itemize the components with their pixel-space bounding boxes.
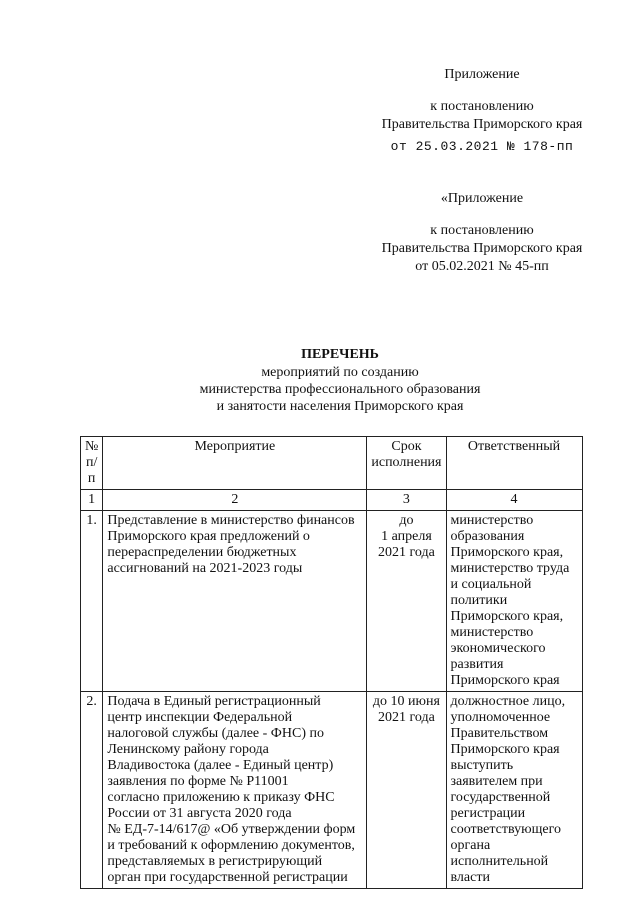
to-decree-text: к постановлению	[430, 99, 534, 114]
row-deadline: до 1 апреля 2021 года	[367, 511, 446, 692]
column-number: 2	[103, 490, 367, 511]
government-name: Правительства Приморского края	[381, 117, 583, 132]
quoted-government-name: Правительства Приморского края	[381, 241, 583, 256]
quoted-decree-reference: от 05.02.2021 № 45-пп	[415, 259, 549, 274]
table-row	[81, 511, 583, 692]
row-activity: Подача в Единый регистрационный центр инспекции Федеральной налоговой службы (далее - ФНС) по Ленинскому району города Владивостока (далее - Единый центр) заявления по форме № Р11001 согласно приложению к приказу ФНС России от 31 августа 2020 года № ЕД-7-14/617@ «Об утверждении форм и требований к оформлению документов, представляемых в регистрирующий орган при государственной регистрации	[103, 692, 367, 889]
row-responsible: министерство образования Приморского края, министерство труда и социальной политики Приморского края, министерство экономического развития Приморского края	[446, 511, 582, 692]
table-header-row	[81, 437, 583, 490]
row-responsible: должностное лицо, уполномоченное Правительством Приморского края выступить заявителем при государственной регистрации соответствующего органа исполнительной власти	[446, 692, 582, 889]
table-row	[81, 692, 583, 889]
activities-table	[80, 436, 583, 889]
title-heading: ПЕРЕЧЕНЬ	[301, 347, 379, 362]
title-line-1: мероприятий по созданию	[261, 365, 419, 380]
column-header-deadline: Срок исполнения	[367, 437, 446, 490]
title-line-3: и занятости населения Приморского края	[216, 399, 464, 414]
appendix-header	[370, 66, 594, 156]
column-number: 3	[367, 490, 446, 511]
row-number: 1.	[81, 511, 103, 692]
column-number: 4	[446, 490, 582, 511]
appendix-label: Приложение	[444, 67, 520, 82]
row-number: 2.	[81, 692, 103, 889]
row-deadline: до 10 июня 2021 года	[367, 692, 446, 889]
column-header-activity: Мероприятие	[103, 437, 367, 490]
quoted-appendix-header	[370, 190, 594, 276]
column-number-row	[81, 490, 583, 511]
decree-reference-stamp: от 25.03.2021 № 178-пп	[390, 139, 574, 154]
column-number: 1	[81, 490, 103, 511]
quoted-to-decree-text: к постановлению	[430, 223, 534, 238]
document-title	[140, 346, 540, 415]
quoted-appendix-label: «Приложение	[440, 191, 524, 206]
title-line-2: министерства профессионального образования	[199, 382, 481, 397]
column-header-responsible: Ответственный	[446, 437, 582, 490]
row-activity: Представление в министерство финансов Приморского края предложений о перераспределении бюджетных ассигнований на 2021-2023 годы	[103, 511, 367, 692]
column-header-number: № п/п	[81, 437, 103, 490]
